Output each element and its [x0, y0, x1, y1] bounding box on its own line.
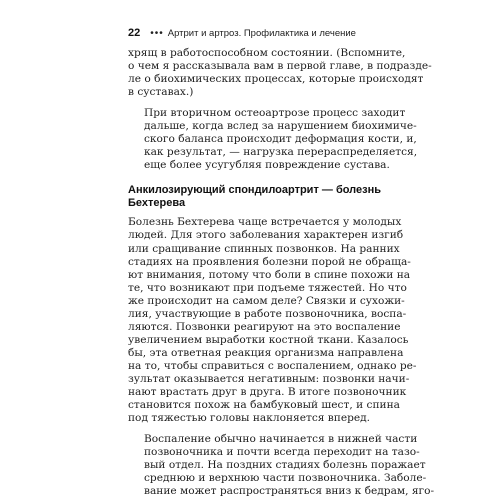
text-line: нают врастать друг в друга. В итоге позвоночник: [128, 386, 407, 399]
text-line: дальше, когда вслед за нарушением биохимиче-: [144, 120, 417, 133]
text-line: как результат, — нагрузка перераспределяется,: [144, 146, 418, 159]
header-dots: •••: [150, 27, 164, 39]
heading-line: Бехтерева: [128, 197, 186, 210]
text-line: позвоночника и почти всегда переходит на тазо-: [144, 446, 420, 459]
text-line: вый отдел. На поздних стадиях болезнь поражает: [144, 459, 426, 472]
page-number: 22: [128, 27, 141, 39]
heading-line: Анкилозирующий спондилоартрит — болезнь: [128, 184, 382, 197]
paragraph-2: [128, 107, 418, 172]
paragraph-3: [128, 216, 417, 425]
text-line: ского баланса происходит деформация кости, и,: [144, 133, 417, 146]
text-line: под тяжестью головы наклоняется вперед.: [128, 412, 371, 425]
section-heading: [128, 184, 382, 210]
text-line: ле о биохимических процессах, которые происходят: [128, 73, 424, 86]
text-line: хрящ в работоспособном состоянии. (Вспомните,: [128, 47, 406, 59]
text-line: в суставах.): [128, 86, 194, 99]
text-line: ют внимания, потому что боли в спине похожи на: [128, 268, 411, 281]
text-line: Воспаление обычно начинается в нижней части: [144, 433, 418, 446]
text-line: те, что возникают при подъеме тяжестей. Но что: [128, 281, 407, 294]
paragraph-4: [128, 433, 435, 498]
text-line: еще более усугубляя повреждение сустава.: [144, 159, 390, 172]
running-title: Артрит и артроз. Профилактика и лечение: [167, 27, 356, 39]
text-line: Болезнь Бехтерева чаще встречается у молодых: [128, 216, 402, 229]
text-line: о чем я рассказывала вам в первой главе, в подразде-: [128, 60, 432, 73]
text-line: лия, участвующие в работе позвоночника, воспа-: [128, 307, 407, 320]
text-line: бы, эта ответная реакция организма направлена: [128, 346, 404, 359]
page-content: [128, 47, 435, 498]
text-line: ляются. Позвонки реагируют на это воспаление: [128, 320, 401, 333]
text-line: вание может распространяться вниз к бедрам, яго-: [144, 485, 435, 498]
text-line: стадиях на проявления болезни порой не обраща-: [128, 255, 411, 268]
paragraph-1: [128, 47, 432, 99]
text-line: увеличением выработки костной ткани. Казалось: [128, 333, 409, 346]
text-line: или сращивание спинных позвонков. На ранних: [128, 242, 400, 255]
text-line: среднюю и верхнюю части позвоночника. Заболе-: [144, 472, 427, 485]
text-line: зультат оказывается негативным: позвонки начи-: [128, 372, 410, 385]
text-line: людей. Для этого заболевания характерен изгиб: [128, 229, 404, 242]
text-line: При вторичном остеоартрозе процесс заходит: [144, 107, 406, 120]
text-line: же происходит на самом деле? Связки и сухожи-: [128, 294, 405, 307]
page-header: [128, 27, 356, 39]
text-line: становится похож на бамбуковый шест, и спина: [128, 399, 400, 412]
text-line: на то, чтобы справиться с воспалением, однако ре-: [128, 359, 417, 372]
